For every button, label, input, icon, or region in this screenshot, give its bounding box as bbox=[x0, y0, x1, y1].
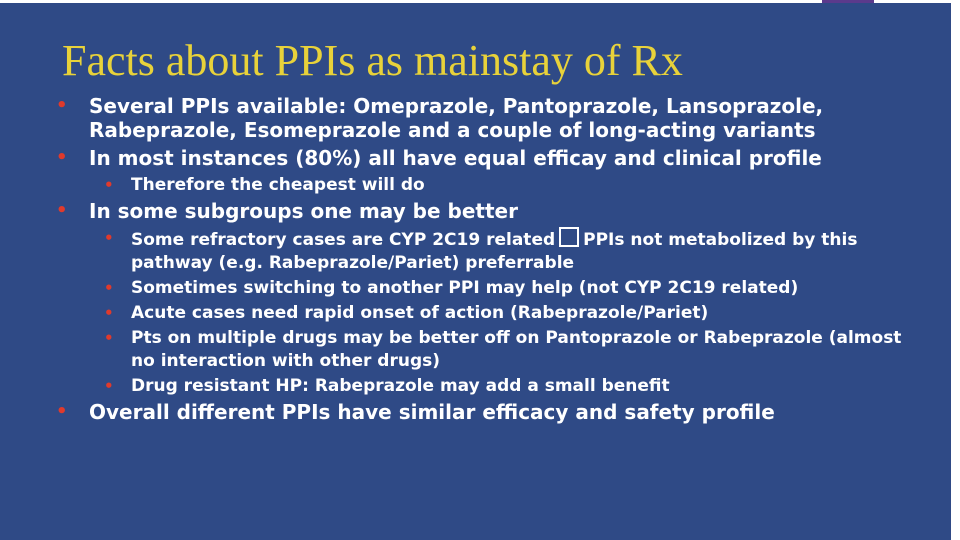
bullet-item bbox=[0, 199, 950, 223]
bullet-text: Several PPIs available: Omeprazole, Pantoprazole, Lansoprazole, Rabeprazole, Esomeprazole and a couple of long-acting variants bbox=[89, 94, 824, 142]
sub-bullet-text: Some refractory cases are CYP 2C19 related bbox=[131, 230, 556, 250]
bullet-item bbox=[0, 400, 950, 424]
bullet-dot-icon: • bbox=[104, 304, 114, 322]
bullet-dot-icon: • bbox=[104, 377, 114, 395]
top-border bbox=[0, 0, 960, 3]
sub-bullet-text: Drug resistant HP: Rabeprazole may add a small benefit bbox=[131, 376, 670, 396]
sub-bullet-item bbox=[0, 302, 950, 325]
checkbox-glyph-icon bbox=[559, 227, 579, 247]
bullet-dot-icon: • bbox=[56, 95, 68, 116]
sub-bullet-item bbox=[0, 375, 950, 398]
bullet-item bbox=[0, 146, 950, 170]
sub-bullet-text: Acute cases need rapid onset of action (Rabeprazole/Pariet) bbox=[131, 303, 709, 323]
bullet-text: Overall different PPIs have similar efficacy and safety profile bbox=[89, 400, 775, 424]
slide-title: Facts about PPIs as mainstay of Rx bbox=[62, 36, 683, 85]
bullet-dot-icon: • bbox=[104, 176, 114, 194]
sub-bullet-text: Therefore the cheapest will do bbox=[131, 175, 425, 195]
bullet-dot-icon: • bbox=[104, 279, 114, 297]
bullet-dot-icon: • bbox=[56, 401, 68, 422]
sub-bullet-text: Pts on multiple drugs may be better off on Pantoprazole or Rabeprazole (almost no interaction with other drugs) bbox=[131, 328, 902, 371]
sub-bullet-item bbox=[0, 277, 950, 300]
bullet-dot-icon: • bbox=[56, 147, 68, 168]
corner-accent bbox=[822, 0, 874, 3]
bullet-text: In most instances (80%) all have equal efficay and clinical profile bbox=[89, 146, 822, 170]
bullet-list bbox=[0, 94, 950, 428]
sub-bullet-item bbox=[0, 327, 950, 373]
bullet-dot-icon: • bbox=[56, 200, 68, 221]
bullet-text: In some subgroups one may be better bbox=[89, 199, 518, 223]
sub-bullet-text: PPIs not metabolized by this pathway (e.g. Rabeprazole/Pariet) preferrable bbox=[131, 230, 858, 273]
sub-bullet-item bbox=[0, 174, 950, 197]
bullet-item bbox=[0, 94, 950, 142]
sub-bullet-item bbox=[0, 227, 950, 275]
bullet-dot-icon: • bbox=[104, 329, 114, 347]
bullet-dot-icon: • bbox=[104, 229, 114, 247]
right-border bbox=[951, 0, 960, 540]
sub-bullet-text: Sometimes switching to another PPI may help (not CYP 2C19 related) bbox=[131, 278, 799, 298]
